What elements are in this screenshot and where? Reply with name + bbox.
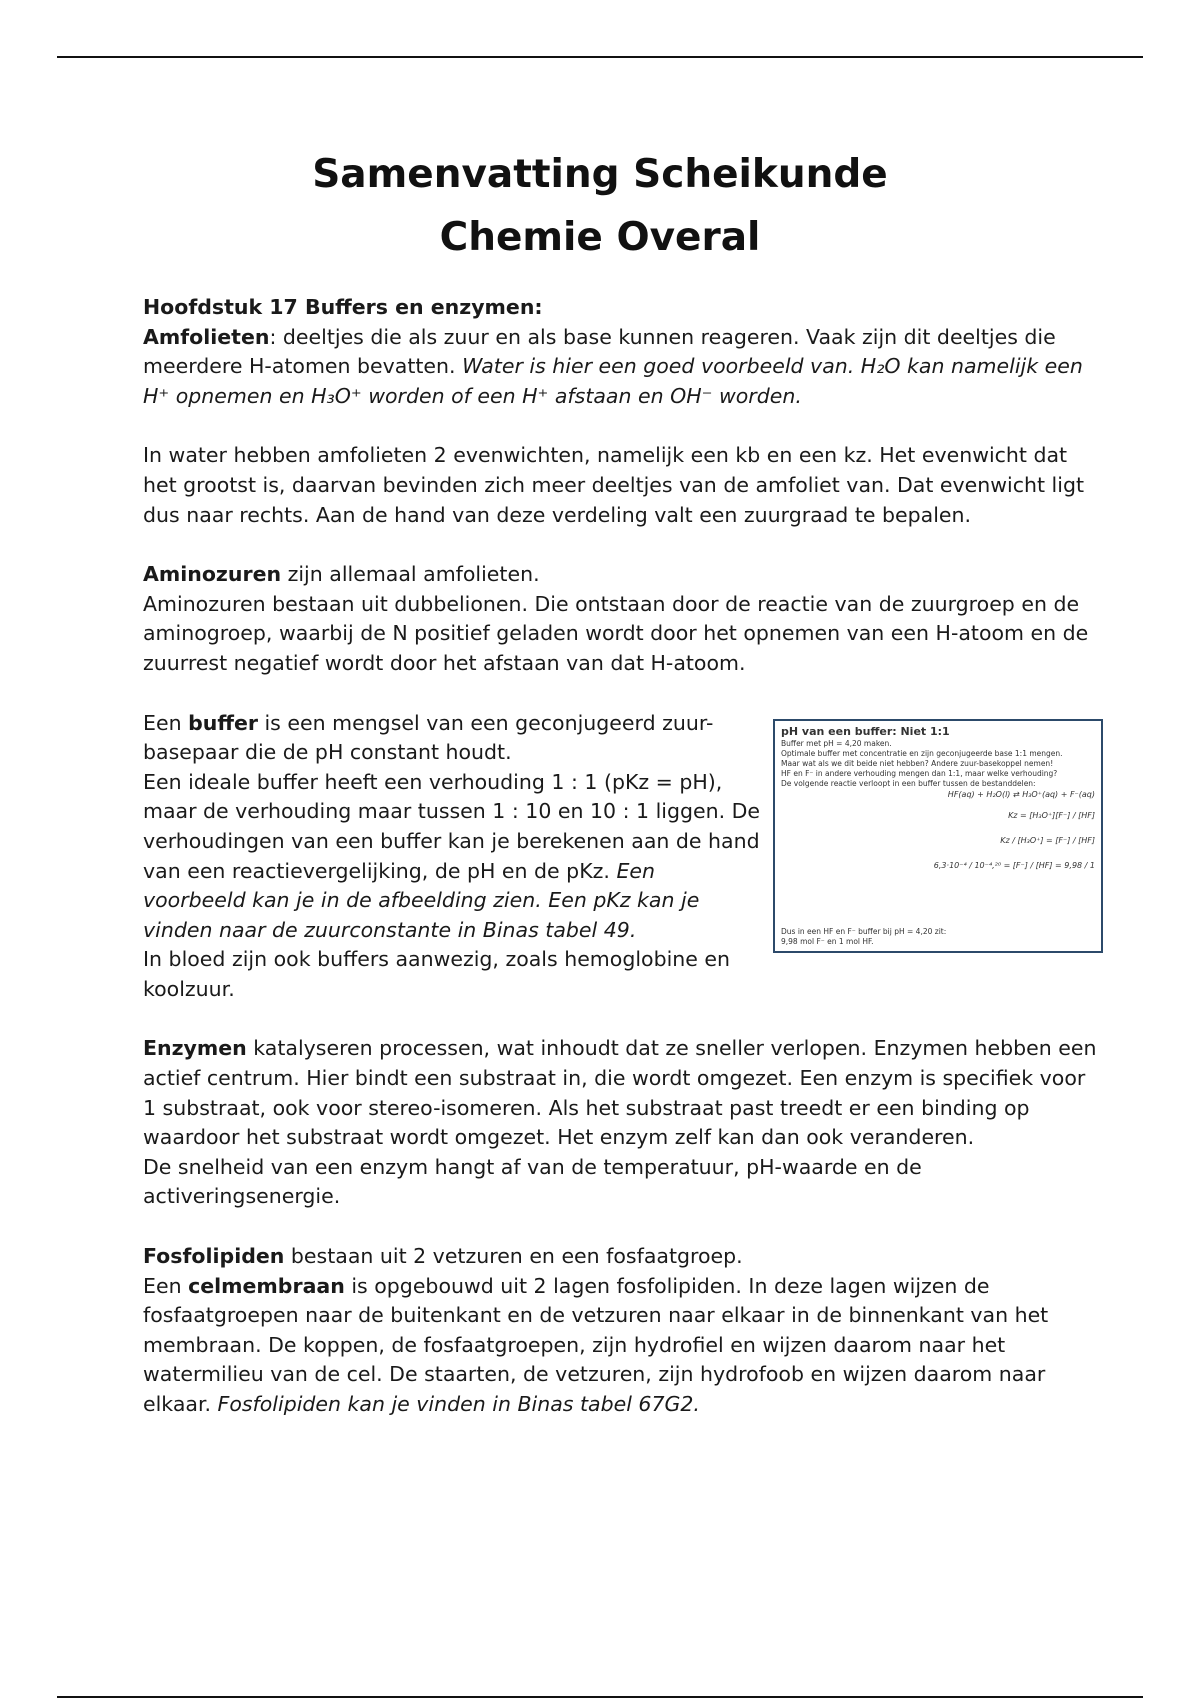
paragraph-evenwicht: In water hebben amfolieten 2 evenwichten, namelijk een kb en een kz. Het evenwicht dat het grootst is, daarvan bevinden zich meer deeltjes van de amfoliet van. Dat evenwicht ligt dus naar rechts. Aan de hand van deze verdeling valt een zuurgraad te bepalen. xyxy=(143,443,1084,527)
aminozuren-text-1: zijn allemaal amfolieten. xyxy=(281,562,540,587)
figure-footer-2: 9,98 mol F⁻ en 1 mol HF. xyxy=(781,936,874,946)
paragraph-buffer-1 xyxy=(143,709,763,768)
title-line-1: Samenvatting Scheikunde xyxy=(312,152,888,197)
paragraph-buffer-3: In bloed zijn ook buffers aanwezig, zoals hemoglobine en koolzuur. xyxy=(143,947,731,1001)
buffer-pre: Een xyxy=(143,710,189,735)
term-amfolieten: Amfolieten xyxy=(143,324,270,349)
buffer-text-1: is een mengsel van een geconjugeerd zuur-basepaar die de pH constant houdt. xyxy=(143,710,714,765)
buffer-italic: Een voorbeeld kan je in de afbeelding zien. Een pKz kan je vinden naar de zuurconstante in Binas tabel 49. xyxy=(143,858,700,942)
paragraph-fosfolipiden-1 xyxy=(143,1242,1103,1272)
top-rule xyxy=(57,56,1143,58)
term-aminozuren: Aminozuren xyxy=(143,562,282,587)
figure-line-2: Optimale buffer met concentratie en zijn geconjugeerde base 1:1 mengen. xyxy=(781,748,1063,758)
paragraph-buffer-2 xyxy=(143,768,763,946)
paragraph-fosfolipiden-2 xyxy=(143,1272,1103,1420)
paragraph-aminozuren-1 xyxy=(143,560,1103,590)
figure-equation-2: Kz = [H₃O⁺][F⁻] / [HF] xyxy=(1008,810,1095,820)
term-fosfolipiden: Fosfolipiden xyxy=(143,1244,285,1269)
chapter-heading: Hoofdstuk 17 Buffers en enzymen: xyxy=(143,295,543,319)
fosfolipiden-pre-2: Een xyxy=(143,1273,189,1298)
buffer-section xyxy=(143,709,1103,1005)
paragraph-amfolieten xyxy=(143,323,1103,412)
document-title xyxy=(0,143,1200,269)
document-body xyxy=(143,293,1103,1420)
paragraph-enzymen-2: De snelheid van een enzym hangt af van de temperatuur, pH-waarde en de activeringsenergie. xyxy=(143,1154,922,1209)
enzymen-text-1: katalyseren processen, wat inhoudt dat ze sneller verlopen. Enzymen hebben een actief centrum. Hier bindt een substraat in, die wordt omgezet. Een enzym is specifiek voor 1 substraat, ook voor stereo-isomeren. Als het substraat past treedt er een binding op waardoor het substraat wordt omgezet. Het enzym zelf kan dan ook veranderen. xyxy=(143,1036,1097,1150)
figure-footer xyxy=(781,927,946,947)
figure-footer-1: Dus in een HF en F⁻ buffer bij pH = 4,20 zit: xyxy=(781,926,947,936)
figure-line-3: Maar wat als we dit beide niet hebben? Andere zuur-basekoppel nemen! xyxy=(781,758,1054,768)
term-celmembraan: celmembraan xyxy=(188,1273,345,1298)
fosfolipiden-text-2: is opgebouwd uit 2 lagen fosfolipiden. In deze lagen wijzen de fosfaatgroepen naar de buitenkant en de vetzuren naar elkaar in de binnenkant van het membraan. De koppen, de fosfaatgroepen, zijn hydrofiel en wijzen daarom naar het watermilieu van de cel. De staarten, de vetzuren, zijn hydrofoob en wijzen daarom naar elkaar. xyxy=(143,1273,1049,1416)
paragraph-enzymen-1 xyxy=(143,1034,1103,1152)
buffer-text xyxy=(143,709,763,1005)
figure-line-1: Buffer met pH = 4,20 maken. xyxy=(781,738,892,748)
figure-equation-4: 6,3·10⁻⁴ / 10⁻⁴,²⁰ = [F⁻] / [HF] = 9,98 / 1 xyxy=(933,860,1095,870)
bottom-rule xyxy=(57,1696,1143,1698)
amfolieten-italic: Water is hier een goed voorbeeld van. H₂O kan namelijk een H⁺ opnemen en H₃O⁺ worden of een H⁺ afstaan en OH⁻ worden. xyxy=(143,354,1083,408)
fosfolipiden-italic: Fosfolipiden kan je vinden in Binas tabel 67G2. xyxy=(217,1392,700,1416)
fosfolipiden-text-1: bestaan uit 2 vetzuren en een fosfaatgroep. xyxy=(284,1244,743,1269)
figure-line-5: De volgende reactie verloopt in een buffer tussen de bestanddelen: xyxy=(781,778,1036,788)
buffer-text-2: Een ideale buffer heeft een verhouding 1 : 1 (pKz = pH), maar de verhouding maar tussen 1 : 10 en 10 : 1 liggen. De verhoudingen van een buffer kan je berekenen aan de hand van een reactievergelijking, de pH en de pKz. xyxy=(143,769,761,883)
figure-line-4: HF en F⁻ in andere verhouding mengen dan 1:1, maar welke verhouding? xyxy=(781,768,1058,778)
title-line-2: Chemie Overal xyxy=(439,215,761,260)
amfolieten-text: : deeltjes die als zuur en als base kunnen reageren. Vaak zijn dit deeltjes die meerdere H-atomen bevatten. xyxy=(143,324,1056,379)
term-buffer: buffer xyxy=(188,710,258,735)
figure-title: pH van een buffer: Niet 1:1 xyxy=(781,724,950,738)
figure-equation-3: Kz / [H₃O⁺] = [F⁻] / [HF] xyxy=(1000,835,1095,845)
paragraph-aminozuren-2: Aminozuren bestaan uit dubbelionen. Die ontstaan door de reactie van de zuurgroep en de aminogroep, waarbij de N positief geladen wordt door het opnemen van een H-atoom en de zuurrest negatief wordt door het afstaan van dat H-atoom. xyxy=(143,591,1089,675)
figure-equation-1: HF(aq) + H₂O(l) ⇄ H₃O⁺(aq) + F⁻(aq) xyxy=(947,789,1095,799)
buffer-example-figure xyxy=(773,719,1103,953)
term-enzymen: Enzymen xyxy=(143,1036,247,1061)
